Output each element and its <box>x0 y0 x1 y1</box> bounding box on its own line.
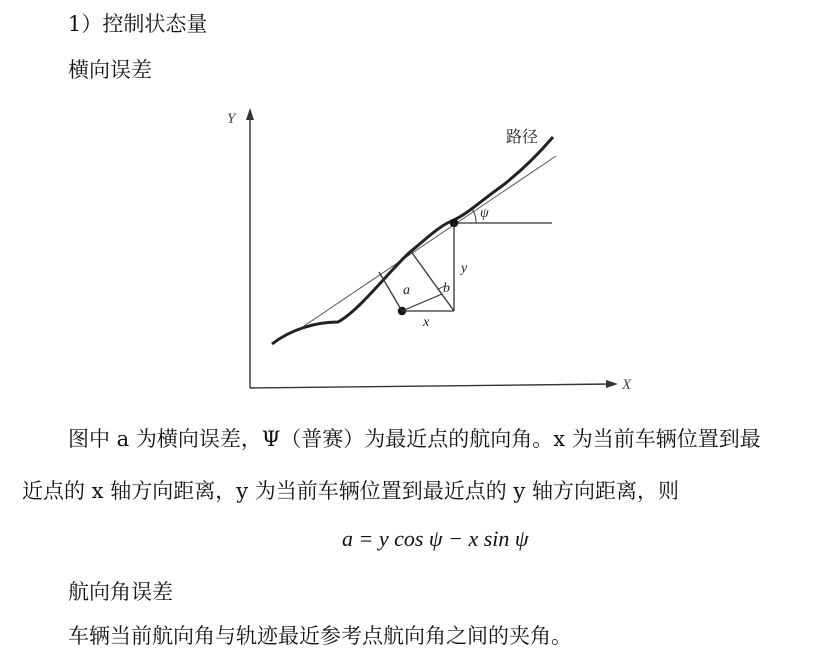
paragraph-heading-error: 车辆当前航向角与轨迹最近参考点航向角之间的夹角。 <box>68 624 572 648</box>
lateral-error-formula: a = y cos ψ − x sin ψ <box>342 526 529 551</box>
paragraph-definitions-cont: 近点的 x 轴方向距离，y 为当前车辆位置到最近点的 y 轴方向距离，则 <box>22 479 679 503</box>
tangent-line <box>304 156 556 326</box>
x-axis <box>250 384 612 388</box>
label-y: y <box>461 261 468 276</box>
label-b: b <box>443 281 450 296</box>
subheading-heading-error: 航向角误差 <box>68 580 173 604</box>
y-axis-label: Y <box>227 111 236 127</box>
path-curve <box>272 137 553 344</box>
y-axis-arrow <box>246 108 254 120</box>
path-label: 路径 <box>506 129 539 146</box>
psi-label: ψ <box>480 206 489 221</box>
lateral-error-line <box>379 272 402 311</box>
section-heading: 1）控制状态量 <box>68 12 208 36</box>
label-x: x <box>423 315 430 330</box>
x-axis-label: X <box>622 377 632 393</box>
subheading-lateral-error: 横向误差 <box>68 58 152 82</box>
paragraph-definitions: 图中 a 为横向误差，Ψ（普赛）为最近点的航向角。x 为当前车辆位置到最 <box>68 427 761 451</box>
label-a: a <box>403 283 410 298</box>
x-axis-arrow <box>606 380 618 388</box>
lateral-error-diagram <box>210 100 650 400</box>
